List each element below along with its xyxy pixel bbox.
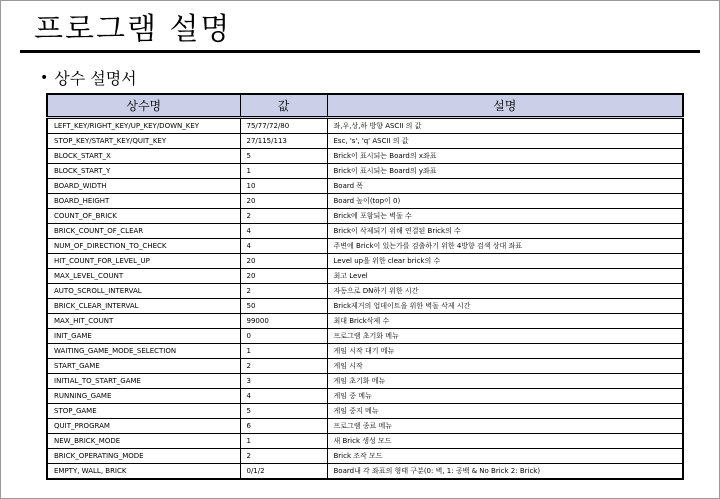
cell-constant-name: BRICK_CLEAR_INTERVAL: [47, 299, 240, 314]
cell-constant-description: Level up을 위한 clear brick의 수: [327, 254, 683, 269]
table-row: [47, 224, 683, 239]
column-header-value: 값: [240, 94, 327, 118]
table-row: [47, 134, 683, 149]
table-row: [47, 179, 683, 194]
cell-constant-value: 27/115/113: [240, 134, 327, 149]
cell-constant-description: Board 높이(top이 0): [327, 194, 683, 209]
table-row: [47, 329, 683, 344]
page-title: 프로그램 설명: [34, 12, 232, 47]
cell-constant-name: HIT_COUNT_FOR_LEVEL_UP: [47, 254, 240, 269]
cell-constant-value: 4: [240, 389, 327, 404]
cell-constant-value: 5: [240, 404, 327, 419]
cell-constant-name: LEFT_KEY/RIGHT_KEY/UP_KEY/DOWN_KEY: [47, 118, 240, 134]
cell-constant-value: 20: [240, 269, 327, 284]
cell-constant-name: INIT_GAME: [47, 329, 240, 344]
cell-constant-value: 6: [240, 419, 327, 434]
table-row: [47, 404, 683, 419]
title-divider: [20, 50, 700, 53]
cell-constant-value: 4: [240, 224, 327, 239]
column-header-name: 상수명: [47, 94, 240, 118]
cell-constant-value: 50: [240, 299, 327, 314]
table-row: [47, 359, 683, 374]
table-row: [47, 284, 683, 299]
table-row: [47, 209, 683, 224]
cell-constant-description: Brick이 표시되는 Board의 x좌표: [327, 149, 683, 164]
cell-constant-name: EMPTY, WALL, BRICK: [47, 464, 240, 480]
cell-constant-description: 게임 중지 메뉴: [327, 404, 683, 419]
cell-constant-description: 최고 Level: [327, 269, 683, 284]
cell-constant-description: Board 폭: [327, 179, 683, 194]
cell-constant-name: WAITING_GAME_MODE_SELECTION: [47, 344, 240, 359]
bullet-dot-icon: •: [40, 69, 49, 86]
constants-table: [46, 93, 684, 480]
cell-constant-name: STOP_GAME: [47, 404, 240, 419]
cell-constant-description: Esc, 's', 'q' ASCII 의 값: [327, 134, 683, 149]
cell-constant-name: MAX_LEVEL_COUNT: [47, 269, 240, 284]
cell-constant-name: BLOCK_START_Y: [47, 164, 240, 179]
table-header-row: [47, 94, 683, 118]
cell-constant-description: 새 Brick 생성 모드: [327, 434, 683, 449]
table-row: [47, 344, 683, 359]
cell-constant-value: 1: [240, 344, 327, 359]
table-row: [47, 464, 683, 480]
table-row: [47, 314, 683, 329]
cell-constant-description: Brick이 표시되는 Board의 y좌표: [327, 164, 683, 179]
cell-constant-description: 게임 시작: [327, 359, 683, 374]
cell-constant-value: 75/77/72/80: [240, 118, 327, 134]
cell-constant-name: MAX_HIT_COUNT: [47, 314, 240, 329]
table-row: [47, 239, 683, 254]
cell-constant-value: 5: [240, 149, 327, 164]
cell-constant-name: BLOCK_START_X: [47, 149, 240, 164]
cell-constant-description: 프로그램 초기화 메뉴: [327, 329, 683, 344]
cell-constant-description: Board내 각 좌표의 형태 구분(0: 벽, 1: 공백 & No Brick 2: Brick): [327, 464, 683, 480]
cell-constant-name: QUIT_PROGRAM: [47, 419, 240, 434]
cell-constant-name: STOP_KEY/START_KEY/QUIT_KEY: [47, 134, 240, 149]
table-row: [47, 449, 683, 464]
table-row: [47, 118, 683, 134]
table-row: [47, 434, 683, 449]
cell-constant-description: 자동으로 DN하기 위한 시간: [327, 284, 683, 299]
constants-table-container: [46, 93, 682, 480]
section-heading: [40, 66, 137, 89]
table-row: [47, 149, 683, 164]
cell-constant-description: 게임 초기화 메뉴: [327, 374, 683, 389]
cell-constant-description: 최대 Brick삭제 수: [327, 314, 683, 329]
cell-constant-value: 1: [240, 434, 327, 449]
cell-constant-description: 게임 시작 대기 메뉴: [327, 344, 683, 359]
cell-constant-value: 2: [240, 284, 327, 299]
cell-constant-value: 20: [240, 194, 327, 209]
cell-constant-value: 20: [240, 254, 327, 269]
column-header-description: 설명: [327, 94, 683, 118]
table-row: [47, 374, 683, 389]
table-row: [47, 299, 683, 314]
table-body: [47, 118, 683, 480]
cell-constant-value: 2: [240, 449, 327, 464]
cell-constant-description: Brick이 삭제되기 위해 연결된 Brick의 수: [327, 224, 683, 239]
cell-constant-value: 3: [240, 374, 327, 389]
table-row: [47, 164, 683, 179]
cell-constant-name: AUTO_SCROLL_INTERVAL: [47, 284, 240, 299]
table-row: [47, 389, 683, 404]
cell-constant-value: 1: [240, 164, 327, 179]
cell-constant-value: 10: [240, 179, 327, 194]
cell-constant-description: Brick 조작 모드: [327, 449, 683, 464]
cell-constant-name: INITIAL_TO_START_GAME: [47, 374, 240, 389]
cell-constant-name: COUNT_OF_BRICK: [47, 209, 240, 224]
cell-constant-value: 2: [240, 209, 327, 224]
cell-constant-description: Brick에 포함되는 벽돌 수: [327, 209, 683, 224]
table-row: [47, 254, 683, 269]
cell-constant-value: 0: [240, 329, 327, 344]
cell-constant-name: RUNNING_GAME: [47, 389, 240, 404]
cell-constant-value: 2: [240, 359, 327, 374]
cell-constant-name: BRICK_OPERATING_MODE: [47, 449, 240, 464]
cell-constant-description: 주변에 Brick이 있는가를 검출하기 위한 4방향 검색 상대 좌표: [327, 239, 683, 254]
cell-constant-description: 프로그램 종료 메뉴: [327, 419, 683, 434]
cell-constant-value: 4: [240, 239, 327, 254]
cell-constant-name: NUM_OF_DIRECTION_TO_CHECK: [47, 239, 240, 254]
table-row: [47, 194, 683, 209]
cell-constant-value: 99000: [240, 314, 327, 329]
table-row: [47, 419, 683, 434]
cell-constant-description: Brick제거의 업데이트을 위한 벽돌 삭제 시간: [327, 299, 683, 314]
table-row: [47, 269, 683, 284]
cell-constant-description: 게임 중 메뉴: [327, 389, 683, 404]
cell-constant-description: 좌,우,상,하 방향 ASCII 의 값: [327, 118, 683, 134]
cell-constant-name: BOARD_WIDTH: [47, 179, 240, 194]
cell-constant-name: START_GAME: [47, 359, 240, 374]
cell-constant-name: BRICK_COUNT_OF_CLEAR: [47, 224, 240, 239]
section-heading-text: 상수 설명서: [54, 69, 137, 88]
cell-constant-value: 0/1/2: [240, 464, 327, 480]
cell-constant-name: NEW_BRICK_MODE: [47, 434, 240, 449]
cell-constant-name: BOARD_HEIGHT: [47, 194, 240, 209]
